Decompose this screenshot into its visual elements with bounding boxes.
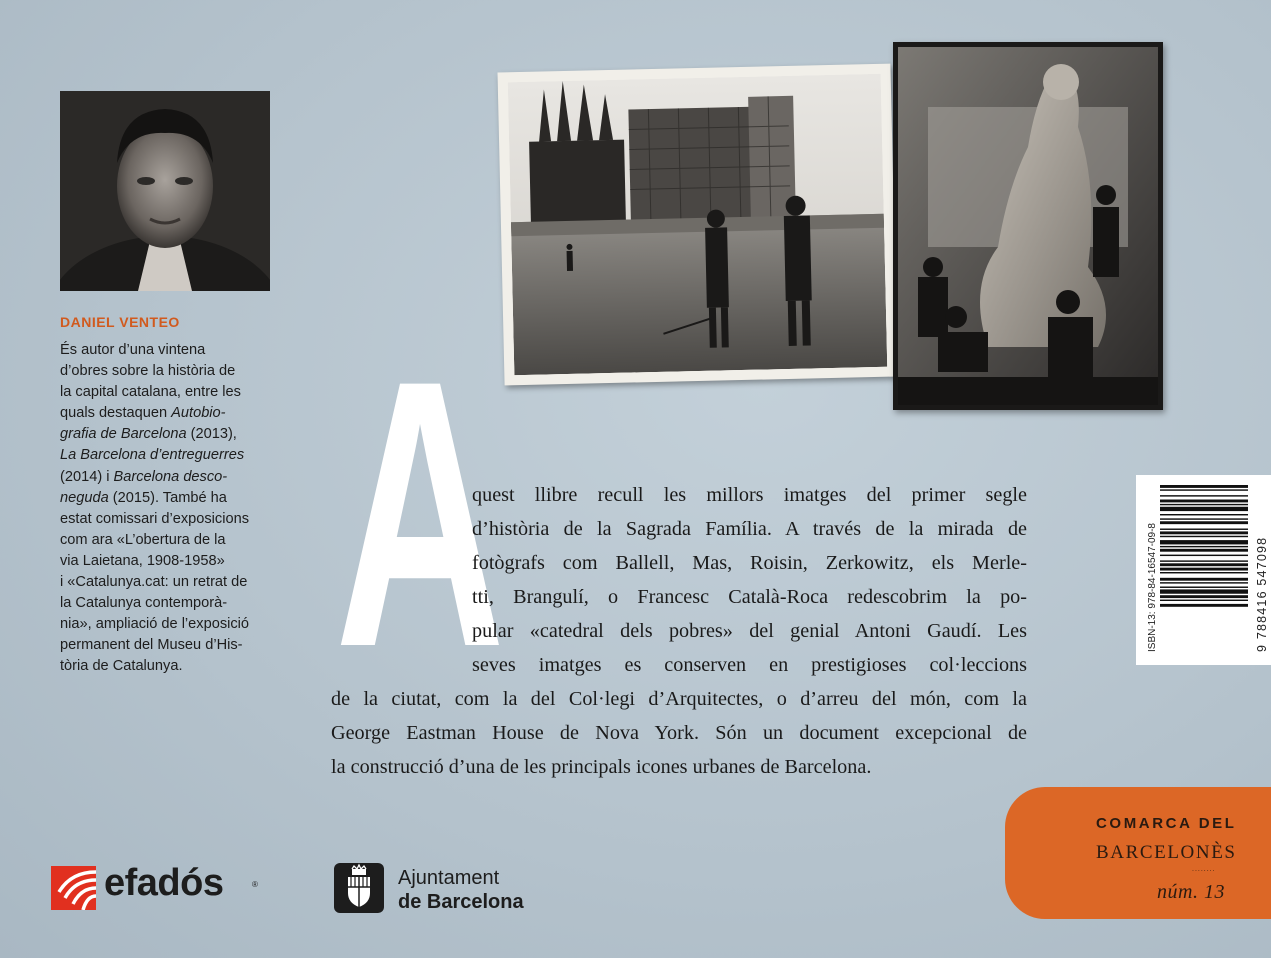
bio-line [60,424,274,445]
series-title: COMARCA DEL [1096,815,1237,832]
barcode-bar [1160,589,1248,593]
bio-line: És autor d’una vintena [60,342,206,358]
barcode-bar [1160,549,1248,552]
barcode-bar [1160,536,1248,537]
book-title: Autobio- [171,405,226,422]
barcode-bar [1160,521,1248,524]
bio-line: la Catalunya contemporà- [60,595,228,612]
bio-line: com ara «L’obertura de la [60,531,226,548]
sculpture-workshop-photo [893,42,1163,410]
body-line: George Eastman House de Nova York. Són un document excepcional de [331,722,1027,744]
barcode-bar [1160,507,1248,511]
body-line: quest llibre recull les millors imatges del primer segle [472,484,1027,506]
bio-line: d’obres sobre la història de [60,363,236,380]
ean-digits: 9 788416 547098 [1255,536,1269,652]
barcelona-shield-icon [334,863,384,913]
body-line: pular «catedral dels pobres» del genial Antoni Gaudí. Les [472,620,1027,642]
efados-logo-icon [51,866,96,910]
series-divider: ........ [1192,866,1216,873]
bio-line: nia», ampliació de l’exposició [60,616,250,633]
barcode-bar [1160,578,1248,581]
sagrada-familia-construction-photo [498,64,898,386]
bio-line: i «Catalunya.cat: un retrat de [60,574,248,591]
bio-line [60,445,274,466]
bio-text: (2014) i [60,468,114,485]
barcode-bar [1160,546,1248,547]
drop-cap: A [335,301,499,726]
bio-line: tòria de Catalunya. [60,658,183,675]
book-description [331,478,1027,784]
book-title: Barcelona desco- [113,468,228,485]
body-line: d’història de la Sagrada Família. A través de la mirada de [472,518,1027,540]
barcode-bar [1160,495,1248,496]
barcode-bar [1160,600,1248,601]
series-subtitle: BARCELONÈS [1096,842,1237,863]
bio-line: via Laietana, 1908-1958» [60,552,225,569]
barcode-bar [1160,572,1248,573]
body-line: de la ciutat, com la del Col·legi d’Arquitectes, o d’arreu del món, com la [331,688,1027,710]
efados-logo-text: efadós [104,862,224,904]
body-line: fotògrafs com Ballell, Mas, Roisin, Zerkowitz, els Merle- [472,552,1027,574]
bio-line: estat comissari d’exposicions [60,510,249,527]
city-council-city: de Barcelona [398,891,524,913]
barcode-bar [1160,529,1248,530]
barcode-bar [1160,500,1248,503]
body-line: seves imatges es conserven en prestigioses col·leccions [472,654,1027,676]
barcode-bar [1160,604,1248,607]
barcode-bar [1160,531,1248,534]
barcode-bar [1160,485,1248,488]
barcode-bar [1160,555,1248,556]
barcode-bar [1160,540,1248,544]
barcode-bar [1160,514,1248,515]
book-title: La Barcelona d’entreguerres [60,447,245,464]
barcode-bar [1160,595,1248,598]
author-portrait-photo [60,91,270,291]
author-bio [60,340,274,678]
author-name: DANIEL VENTEO [60,314,180,330]
barcode-bar [1160,568,1248,571]
body-line: la construcció d’una de les principals icones urbanes de Barcelona. [331,756,872,778]
barcode-bar [1160,587,1248,588]
bio-text: (2015). També ha [108,489,227,506]
book-title: grafia de Barcelona [60,426,187,443]
bio-line: la capital catalana, entre les [60,384,241,401]
barcode-bar [1160,582,1248,583]
bio-line [60,403,274,424]
bio-line [60,467,274,488]
bio-line [60,488,274,509]
registered-mark: ® [252,880,258,889]
isbn-label: ISBN-13: 978-84-16547-09-8 [1147,523,1158,652]
body-line: tti, Brangulí, o Francesc Català-Roca redescobrim la po- [472,586,1027,608]
bio-line: permanent del Museu d’His- [60,637,243,654]
bio-text: quals destaquen [60,405,172,422]
barcode-bar [1160,563,1248,566]
city-council-name: Ajuntament [398,867,500,889]
barcode-bar [1160,560,1248,561]
barcode-bar [1160,504,1248,505]
barcode-bar [1160,518,1248,519]
series-number: núm. 13 [1157,881,1225,903]
book-title: neguda [60,489,109,506]
bio-text: (2013), [186,426,237,443]
barcode-bar [1160,489,1248,490]
